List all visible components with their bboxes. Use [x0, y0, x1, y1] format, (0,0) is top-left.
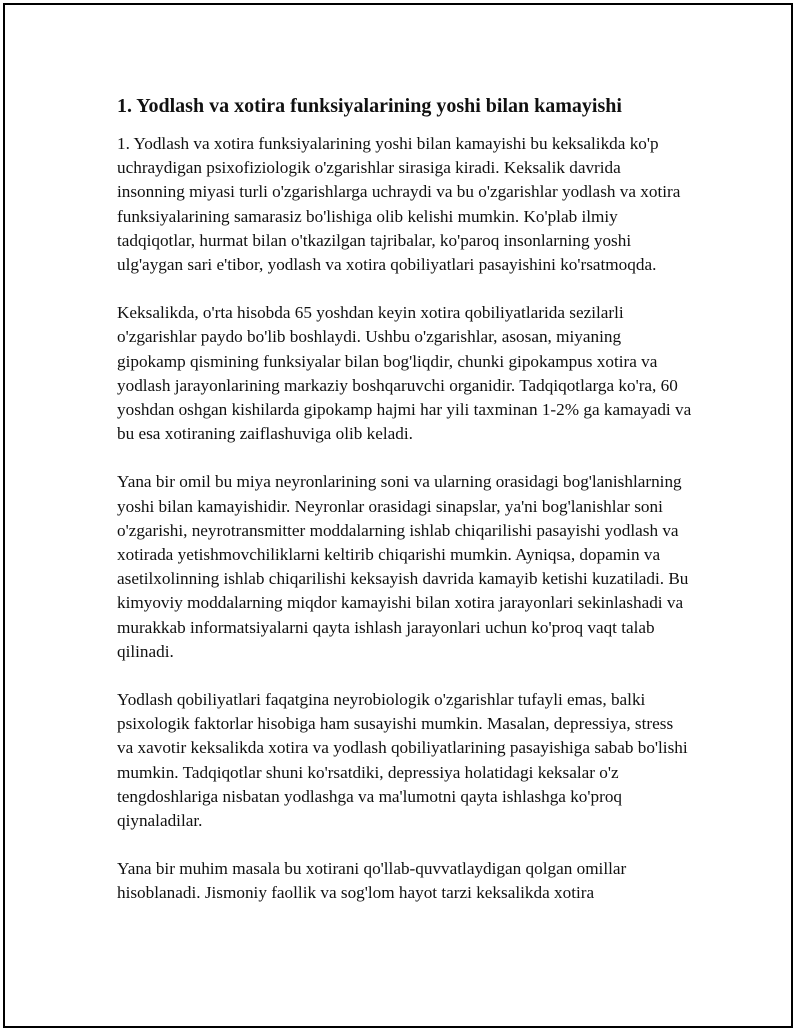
paragraph-2: Keksalikda, o'rta hisobda 65 yoshdan keyin xotira qobiliyatlarida sezilarli o'zgarishlar paydo bo'lib boshlaydi. Ushbu o'zgarishlar, asosan, miyaning gipokamp qismining funksiyalar bilan bog'liqdir, chunki gipokampus xotira va yodlash jarayonlarining markaziy boshqaruvchi organidir. Tadqiqotlarga ko'ra, 60 yoshdan oshgan kishilarda gipokamp hajmi har yili taxminan 1-2% ga kamayadi va bu esa xotiraning zaiflashuviga olib keladi.: [117, 303, 692, 444]
paragraph-4: Yodlash qobiliyatlari faqatgina neyrobiologik o'zgarishlar tufayli emas, balki psixologik faktorlar hisobiga ham susayishi mumkin. Masalan, depressiya, stress va xavotir keksalikda xotira va yodlash qobiliyatlarining pasayishiga sabab bo'lishi mumkin. Tadqiqotlar shuni ko'rsatdiki, depressiya holatidagi keksalar o'z tengdoshlariga nisbatan yodlashga va ma'lumotni qayta ishlashga ko'proq qiynaladilar.: [117, 690, 688, 831]
paragraph-3: Yana bir omil bu miya neyronlarining soni va ularning orasidagi bog'lanishlarning yoshi bilan kamayishidir. Neyronlar orasidagi sinapslar, ya'ni bog'lanishlar soni o'zgarishi, neyrotransmitter moddalarning ishlab chiqarilishi pasayishi yodlash va xotirada yetishmovchiliklarni keltirib chiqarishi mumkin. Ayniqsa, dopamin va asetilxolinning ishlab chiqarilishi keksayish davrida kamayib ketishi kuzatiladi. Bu kimyoviy moddalarning miqdor kamayishi bilan xotira jarayonlari sekinlashadi va murakkab informatsiyalarni qayta ishlash jarayonlari uchun ko'proq vaqt talab qilinadi.: [117, 472, 689, 661]
paragraph-1: 1. Yodlash va xotira funksiyalarining yoshi bilan kamayishi bu keksalikda ko'p uchraydigan psixofiziologik o'zgarishlar sirasiga kiradi. Keksalik davrida insonning miyasi turli o'zgarishlarga uchraydi va bu o'zgarishlar yodlash va xotira funksiyalarining samarasiz bo'lishiga olib kelishi mumkin. Ko'plab ilmiy tadqiqotlar, hurmat bilan o'tkazilgan tajribalar, ko'paroq insonlarning yoshi ulg'aygan sari e'tibor, yodlash va xotira qobiliyatlari pasayishini ko'rsatmoqda.: [117, 134, 681, 275]
document-heading: 1. Yodlash va xotira funksiyalarining yoshi bilan kamayishi: [117, 95, 622, 117]
document-body: [117, 94, 692, 930]
paragraph-5: Yana bir muhim masala bu xotirani qo'llab-quvvatlaydigan qolgan omillar hisoblanadi. Jismoniy faollik va sog'lom hayot tarzi keksalikda xotira: [117, 859, 627, 903]
